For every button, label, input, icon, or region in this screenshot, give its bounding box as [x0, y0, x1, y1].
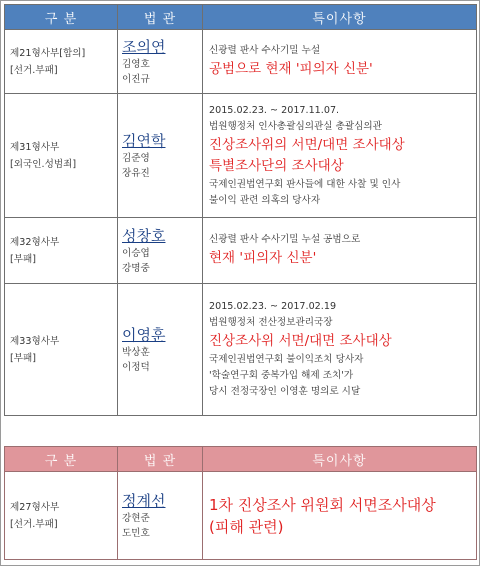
- notes-cell: [203, 472, 477, 560]
- table-row: [5, 94, 477, 218]
- division-cell: [5, 284, 118, 416]
- table-row: [5, 284, 477, 416]
- note-highlight: 특별조사단의 조사대상: [209, 157, 344, 174]
- note-text: 신광렬 판사 수사기밀 누설: [209, 45, 321, 56]
- notes-cell: [203, 94, 477, 218]
- associate-judge: 이승엽: [122, 247, 150, 259]
- table-header-row: [5, 5, 477, 30]
- associate-judge: 이진규: [122, 73, 150, 85]
- division-name: 제21형사부[합의]: [10, 47, 86, 59]
- division-type: [외국인.성범죄]: [10, 158, 77, 170]
- associate-judge: 강현준: [122, 512, 150, 524]
- note-text: '학술연구회 중복가입 해제 조치'가: [209, 370, 354, 381]
- note-highlight: 1차 진상조사 위원회 서면조사대상: [209, 495, 436, 514]
- header-notes: 특이사항: [203, 5, 477, 30]
- division-type: [부패]: [10, 253, 37, 265]
- notes-cell: [203, 30, 477, 94]
- judge-cell: [118, 30, 203, 94]
- associate-judge: 장유진: [122, 167, 150, 179]
- division-cell: [5, 218, 118, 284]
- table-header-row: [5, 447, 477, 472]
- presiding-judge: 이영훈: [122, 325, 166, 344]
- note-text: 법원행정처 전산정보관리국장: [209, 317, 333, 328]
- note-text: 국제인권법연구회 불이익조치 당사자: [209, 354, 364, 365]
- note-text: 불이익 관련 의혹의 당사자: [209, 194, 321, 206]
- table-row: [5, 30, 477, 94]
- division-type: [선거.부패]: [10, 518, 58, 530]
- associate-judge: 강명중: [122, 262, 150, 274]
- associate-judge: 이정덕: [122, 361, 150, 373]
- note-text: 신광렬 판사 수사기밀 누설 공범으로: [209, 234, 361, 245]
- note-text: 2015.02.23. ~ 2017.02.19: [209, 301, 337, 312]
- table-row: [5, 472, 477, 560]
- presiding-judge: 성창호: [122, 226, 166, 245]
- notes-cell: [203, 218, 477, 284]
- header-judge: 법 관: [118, 447, 203, 472]
- judge-cell: [118, 284, 203, 416]
- division-name: 제27형사부: [10, 501, 60, 513]
- note-highlight: 진상조사위의 서면/대면 조사대상: [209, 136, 405, 153]
- table-row: [5, 218, 477, 284]
- division-cell: [5, 30, 118, 94]
- header-judge: 법 관: [118, 5, 203, 30]
- associate-judge: 김영호: [122, 58, 150, 70]
- note-text: 국제인권법연구회 판사들에 대한 사찰 및 인사: [209, 178, 401, 190]
- note-highlight: 진상조사위 서면/대면 조사대상: [209, 333, 392, 349]
- note-text: 2015.02.23. ~ 2017.11.07.: [209, 104, 340, 116]
- judge-cell: [118, 218, 203, 284]
- associate-judge: 도민호: [122, 527, 150, 539]
- judges-table-bottom: [4, 446, 477, 560]
- division-cell: [5, 94, 118, 218]
- division-name: 제33형사부: [10, 335, 60, 347]
- note-highlight: 공범으로 현재 '피의자 신분': [209, 61, 373, 77]
- judges-table-top: [4, 4, 477, 416]
- note-text: 법원행정처 인사총괄심의관실 총괄심의관: [209, 120, 382, 132]
- division-name: 제31형사부: [10, 141, 60, 153]
- associate-judge: 박상훈: [122, 346, 150, 358]
- judge-cell: [118, 94, 203, 218]
- division-cell: [5, 472, 118, 560]
- note-text: 당시 전정국장인 이영훈 명의로 시달: [209, 386, 361, 397]
- note-highlight: (피해 관련): [209, 517, 284, 536]
- judge-cell: [118, 472, 203, 560]
- header-notes: 특이사항: [203, 447, 477, 472]
- division-name: 제32형사부: [10, 236, 60, 248]
- note-highlight: 현재 '피의자 신분': [209, 250, 317, 266]
- presiding-judge: 김연학: [122, 131, 166, 150]
- associate-judge: 김준영: [122, 152, 150, 164]
- header-division: 구 분: [5, 447, 118, 472]
- division-type: [부패]: [10, 352, 37, 364]
- division-type: [선거.부패]: [10, 64, 58, 76]
- presiding-judge: 조의연: [122, 37, 166, 56]
- header-division: 구 분: [5, 5, 118, 30]
- presiding-judge: 정계선: [122, 491, 166, 510]
- notes-cell: [203, 284, 477, 416]
